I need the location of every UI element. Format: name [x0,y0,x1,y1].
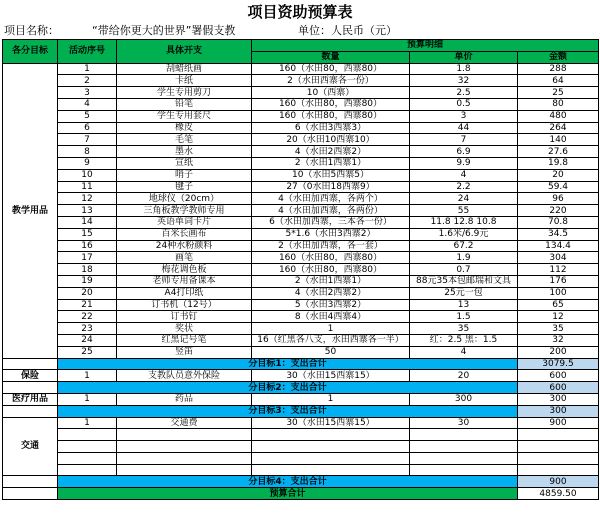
header-amount: 金额 [518,51,599,63]
seq-cell [58,429,117,441]
seq-cell: 20 [58,287,117,299]
item-cell: 宣纸 [117,157,252,169]
table-row [3,169,599,181]
qty-cell: 2（水田1西寨1） [252,157,410,169]
project-name: “带给你更大的世界”署假支教 [92,24,236,37]
qty-cell: 5（水田3西寨2） [252,299,410,311]
price-cell: 4 [410,346,518,358]
subtotal-label: 分目标2：支出合计 [58,382,518,394]
amount-cell: 600 [518,370,599,382]
header-price: 单价 [410,51,518,63]
amount-cell [518,441,599,453]
price-cell: 20 [410,370,518,382]
seq-cell [58,452,117,464]
item-cell: 梅花调色板 [117,264,252,276]
amount-cell: 80 [518,98,599,110]
amount-cell: 35 [518,323,599,335]
item-cell: 哨子 [117,169,252,181]
item-cell: A4打印纸 [117,287,252,299]
qty-cell: 160（水田80，西寨80） [252,98,410,110]
price-cell: 6.9 [410,146,518,158]
grand-total-row [3,488,599,500]
amount-cell: 140 [518,134,599,146]
qty-cell: 160（水田80，西寨80） [252,252,410,264]
seq-cell: 18 [58,264,117,276]
qty-cell [252,441,410,453]
item-cell: 刮蜡纸画 [117,63,252,75]
item-cell: 卡纸 [117,75,252,87]
table-row [3,252,599,264]
seq-cell: 13 [58,205,117,217]
qty-cell: 4（水田2西寨2） [252,146,410,158]
table-row [3,417,599,429]
category-cell: 医疗用品 [3,393,58,405]
table-row [3,87,599,99]
seq-cell: 12 [58,193,117,205]
subtotal-value: 300 [518,405,599,417]
price-cell: 1.6米/6.9元 [410,228,518,240]
item-cell: 毽子 [117,181,252,193]
item-cell [117,441,252,453]
qty-cell: 6（水田3西寨3） [252,122,410,134]
amount-cell: 96 [518,193,599,205]
price-cell: 11.8 12.8 10.8 [410,216,518,228]
amount-cell: 176 [518,275,599,287]
seq-cell: 19 [58,275,117,287]
item-cell: 奖状 [117,323,252,335]
table-row [3,287,599,299]
amount-cell: 200 [518,346,599,358]
table-row [3,346,599,358]
header-item: 具体开支 [117,40,252,64]
qty-cell: 10（水田5西寨5） [252,169,410,181]
seq-cell: 14 [58,216,117,228]
header-seq: 活动序号 [58,40,117,64]
table-row [3,264,599,276]
qty-cell: 2（水田加西寨，各一套） [252,240,410,252]
item-cell: 24种水粉颜料 [117,240,252,252]
seq-cell: 11 [58,181,117,193]
amount-cell: 900 [518,417,599,429]
qty-cell: 4（水田加西寨，各两份） [252,205,410,217]
subtotal-blank [3,382,58,394]
item-cell: 订书钉 [117,311,252,323]
table-row [3,429,599,441]
item-cell: 橡皮 [117,122,252,134]
amount-cell: 64 [518,75,599,87]
item-cell: 竖笛 [117,346,252,358]
category-cell: 教学用品 [3,63,58,358]
amount-cell: 27.6 [518,146,599,158]
sheet-title: 项目资助预算表 [247,3,353,21]
table-row [3,370,599,382]
qty-cell: 2（水田1西寨1） [252,275,410,287]
seq-cell: 2 [58,75,117,87]
item-cell: 支教队员意外保险 [117,370,252,382]
qty-cell: 10（西寨） [252,87,410,99]
seq-cell: 25 [58,346,117,358]
subtotal-value: 900 [518,476,599,488]
price-cell: 1.5 [410,311,518,323]
qty-cell: 4（水田加西寨，各两个） [252,193,410,205]
seq-cell: 23 [58,323,117,335]
item-cell: 订书机（12号） [117,299,252,311]
qty-cell: 4（水田2西寨2） [252,287,410,299]
item-cell: 墨水 [117,146,252,158]
category-cell: 保险 [3,370,58,382]
item-cell: 铅笔 [117,98,252,110]
amount-cell [518,452,599,464]
table-row [3,464,599,476]
subtotal-label: 分目标1：支出合计 [58,358,518,370]
subtotal-value: 600 [518,382,599,394]
price-cell: 55 [410,205,518,217]
seq-cell: 1 [58,417,117,429]
qty-cell: 5*1.6（水田3西寨2） [252,228,410,240]
amount-cell: 32 [518,334,599,346]
amount-cell: 12 [518,311,599,323]
amount-cell: 20 [518,169,599,181]
price-cell: 44 [410,122,518,134]
seq-cell: 17 [58,252,117,264]
grand-blank [3,488,58,500]
grand-total-value: 4859.50 [518,488,599,500]
qty-cell: 30（水田15西寨15） [252,370,410,382]
amount-cell: 220 [518,205,599,217]
subtotal-label: 分目标4：支出合计 [58,476,518,488]
seq-cell: 22 [58,311,117,323]
table-row [3,157,599,169]
price-cell: 3 [410,110,518,122]
price-cell: 2.5 [410,87,518,99]
item-cell: 画笔 [117,252,252,264]
item-cell: 三角板教学教师专用 [117,205,252,217]
table-row [3,441,599,453]
subtotal-value: 3079.5 [518,358,599,370]
seq-cell [58,441,117,453]
table-row [3,323,599,335]
subtotal-blank [3,358,58,370]
item-cell: 学生专用套尺 [117,110,252,122]
table-row [3,134,599,146]
table-row [3,393,599,405]
amount-cell: 19.8 [518,157,599,169]
subtotal-row [3,476,599,488]
price-cell: 2.2 [410,181,518,193]
qty-cell: 160（水田80，西寨80） [252,110,410,122]
seq-cell: 24 [58,334,117,346]
price-cell: 35 [410,323,518,335]
price-cell [410,441,518,453]
table-row [3,240,599,252]
item-cell: 药品 [117,393,252,405]
header-qty: 数量 [252,51,410,63]
amount-cell: 65 [518,299,599,311]
amount-cell: 59.4 [518,181,599,193]
table-row [3,181,599,193]
qty-cell: 2（水田西寨各一份） [252,75,410,87]
amount-cell: 264 [518,122,599,134]
table-row [3,275,599,287]
item-cell: 毛笔 [117,134,252,146]
table-row [3,334,599,346]
qty-cell [252,464,410,476]
subtotal-row [3,358,599,370]
price-cell [410,429,518,441]
item-cell: 交通费 [117,417,252,429]
amount-cell [518,429,599,441]
amount-cell: 480 [518,110,599,122]
table-row [3,75,599,87]
item-cell: 红黑记号笔 [117,334,252,346]
price-cell [410,452,518,464]
price-cell: 7 [410,134,518,146]
project-label: 项目名称： [4,24,59,37]
price-cell: 25元一包 [410,287,518,299]
table-row [3,452,599,464]
subtotal-label: 分目标3：支出合计 [58,405,518,417]
amount-cell [518,464,599,476]
price-cell: 300 [410,393,518,405]
table-row [3,216,599,228]
price-cell: 0.5 [410,98,518,110]
qty-cell: 27（0水田18西寨9） [252,181,410,193]
amount-cell: 134.4 [518,240,599,252]
price-cell: 1.9 [410,252,518,264]
qty-cell: 20（水田10西寨10） [252,134,410,146]
price-cell: 13 [410,299,518,311]
amount-cell: 300 [518,393,599,405]
price-cell: 9.9 [410,157,518,169]
unit-label: 单位：人民币（元） [298,24,397,37]
seq-cell: 1 [58,393,117,405]
qty-cell: 1 [252,393,410,405]
category-cell: 交通 [3,417,58,476]
price-cell: 32 [410,75,518,87]
table-row [3,205,599,217]
item-cell: 学生专用剪刀 [117,87,252,99]
seq-cell [58,464,117,476]
seq-cell: 10 [58,169,117,181]
price-cell: 88元35本包邮瑞和文具 [410,275,518,287]
item-cell: 地球仪（20cm） [117,193,252,205]
seq-cell: 21 [58,299,117,311]
table-row [3,98,599,110]
item-cell [117,429,252,441]
seq-cell: 16 [58,240,117,252]
item-cell: 老师专用备课本 [117,275,252,287]
subtotal-row [3,405,599,417]
seq-cell: 3 [58,87,117,99]
qty-cell: 8（水田4西寨4） [252,311,410,323]
seq-cell: 6 [58,122,117,134]
amount-cell: 34.5 [518,228,599,240]
item-cell [117,452,252,464]
price-cell: 30 [410,417,518,429]
qty-cell: 1 [252,323,410,335]
budget-table [2,39,599,500]
qty-cell: 16（红黑各八支，水田西寨各一半） [252,334,410,346]
table-row [3,193,599,205]
price-cell: 4 [410,169,518,181]
seq-cell: 15 [58,228,117,240]
qty-cell: 160（水田80，西寨80） [252,264,410,276]
qty-cell: 6（水田加西寨，三本各一份） [252,216,410,228]
seq-cell: 9 [58,157,117,169]
price-cell [410,464,518,476]
qty-cell [252,429,410,441]
price-cell: 0.7 [410,264,518,276]
item-cell: 百米长画布 [117,228,252,240]
subtotal-row [3,382,599,394]
item-cell: 英语单词卡片 [117,216,252,228]
price-cell: 1.8 [410,63,518,75]
header-detail: 预算明细 [252,40,599,52]
item-cell [117,464,252,476]
qty-cell: 30（水田15西寨15） [252,417,410,429]
table-row [3,311,599,323]
table-row [3,228,599,240]
amount-cell: 288 [518,63,599,75]
grand-total-label: 预算合计 [58,488,518,500]
seq-cell: 4 [58,98,117,110]
amount-cell: 304 [518,252,599,264]
seq-cell: 1 [58,63,117,75]
seq-cell: 8 [58,146,117,158]
amount-cell: 70.8 [518,216,599,228]
qty-cell: 50 [252,346,410,358]
header-category: 各分目标 [3,40,58,64]
table-row [3,122,599,134]
table-row [3,110,599,122]
subtotal-blank [3,405,58,417]
seq-cell: 1 [58,370,117,382]
amount-cell: 112 [518,264,599,276]
table-row [3,63,599,75]
subtotal-blank [3,476,58,488]
seq-cell: 7 [58,134,117,146]
qty-cell [252,452,410,464]
table-row [3,146,599,158]
qty-cell: 160（水田80，西寨80） [252,63,410,75]
price-cell: 红：2.5 黑：1.5 [410,334,518,346]
price-cell: 67.2 [410,240,518,252]
header-row-1 [3,40,599,52]
table-row [3,299,599,311]
price-cell: 24 [410,193,518,205]
amount-cell: 100 [518,287,599,299]
seq-cell: 5 [58,110,117,122]
amount-cell: 25 [518,87,599,99]
